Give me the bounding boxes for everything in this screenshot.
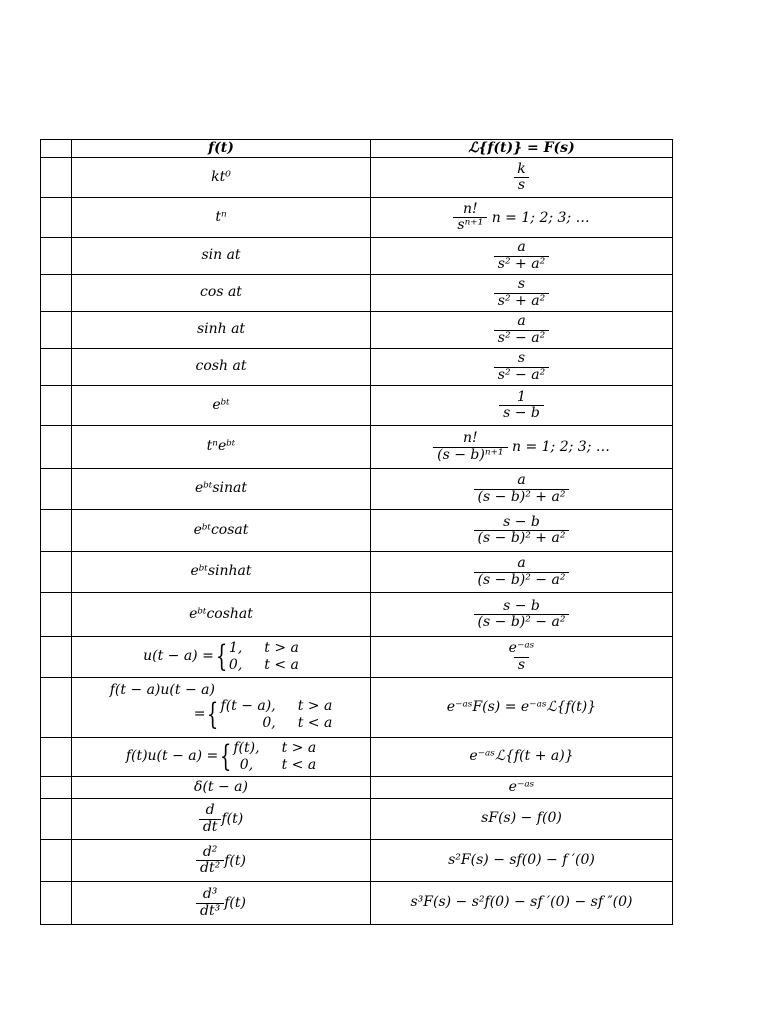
ft-cell: $\frac{\text{d²}}{\text{dt²}}$ f(t) xyxy=(72,840,371,882)
laplace-transform-table xyxy=(40,139,673,925)
table-row xyxy=(41,840,673,882)
laplace-cell: $\frac{n!}{\text{sⁿ⁺¹}}$ n = 1; 2; 3; … xyxy=(371,198,673,238)
ft-cell: f(t − a)u(t − a) = { f(t − a), t > a 0, t < a xyxy=(72,678,371,738)
brace: { xyxy=(220,739,232,774)
derivative-operator: $\frac{d}{dt}$ xyxy=(199,803,222,835)
ft-cell: cos at xyxy=(72,275,371,312)
ft-cell: eᵇᵗsinat xyxy=(72,469,371,510)
table-row xyxy=(41,158,673,198)
ft-cell xyxy=(72,637,371,678)
table-row xyxy=(41,593,673,637)
table-row xyxy=(41,799,673,840)
ft-cell: sinh at xyxy=(72,312,371,349)
laplace-cell: $\frac{a}{\text{s² + a²}}$ xyxy=(371,238,673,275)
laplace-cell: e⁻ᵃˢℒ{f(t + a)} xyxy=(371,738,673,777)
table-row xyxy=(41,738,673,777)
table-row xyxy=(41,386,673,426)
n-range: n = 1; 2; 3; … xyxy=(491,209,590,226)
ft-cell: tⁿeᵇᵗ xyxy=(72,426,371,469)
laplace-cell: $\frac{a}{\text{s² − a²}}$ xyxy=(371,312,673,349)
table-row xyxy=(41,198,673,238)
table-row xyxy=(41,552,673,593)
ft-cell xyxy=(72,738,371,777)
piecewise: f(t)u(t − a) = { f(t), t > a 0, t < a xyxy=(125,739,317,774)
table-row xyxy=(41,469,673,510)
brace: { xyxy=(215,639,228,674)
laplace-cell: sF(s) − f(0) xyxy=(371,799,673,840)
table-row xyxy=(41,426,673,469)
fraction: $\frac{k}{s}$ xyxy=(513,162,529,194)
laplace-cell: $\frac{\text{e⁻ᵃˢ}}{s}$ xyxy=(371,637,673,678)
table-row xyxy=(41,637,673,678)
laplace-cell: $\frac{s}{\text{s² − a²}}$ xyxy=(371,349,673,386)
laplace-cell: $\frac{a}{\text{(s − b)² − a²}}$ xyxy=(371,552,673,593)
ft-cell: $\frac{d}{dt}$ f(t) xyxy=(72,799,371,840)
ft-cell: δ(t − a) xyxy=(72,777,371,799)
ft-cell: eᵇᵗcoshat xyxy=(72,593,371,637)
laplace-cell: $\frac{s - b}{\text{(s − b)² − a²}}$ xyxy=(371,593,673,637)
brace: { xyxy=(207,697,219,733)
piecewise: = { f(t − a), t > a 0, t < a xyxy=(193,697,333,733)
ft-cell: eᵇᵗ xyxy=(72,386,371,426)
ft-cell: kt⁰ xyxy=(72,158,371,198)
laplace-cell: e⁻ᵃˢ xyxy=(371,777,673,799)
header-laplace: ℒ{f(t)} = F(s) xyxy=(371,140,673,158)
laplace-cell: $\frac{a}{\text{(s − b)² + a²}}$ xyxy=(371,469,673,510)
table-row xyxy=(41,882,673,925)
laplace-cell: $\frac{n!}{\text{(s − b)ⁿ⁺¹}}$ n = 1; 2; 3; … xyxy=(371,426,673,469)
ft-cell: sin at xyxy=(72,238,371,275)
ft-cell: $\frac{\text{d³}}{\text{dt³}}$ f(t) xyxy=(72,882,371,925)
laplace-cell: s²F(s) − sf(0) − f ′(0) xyxy=(371,840,673,882)
table-row xyxy=(41,349,673,386)
laplace-cell: e⁻ᵃˢF(s) = e⁻ᵃˢℒ{f(t)} xyxy=(371,678,673,738)
index-cell xyxy=(41,140,72,158)
derivative-operator: $\frac{\text{d³}}{\text{dt³}}$ xyxy=(196,887,224,919)
ft-cell: eᵇᵗsinhat xyxy=(72,552,371,593)
table-row xyxy=(41,275,673,312)
header-ft: f(t) xyxy=(72,140,371,158)
table-row xyxy=(41,510,673,552)
ft-cell: cosh at xyxy=(72,349,371,386)
laplace-cell: $\frac{s}{\text{s² + a²}}$ xyxy=(371,275,673,312)
table-row xyxy=(41,678,673,738)
laplace-cell: $\frac{s - b}{\text{(s − b)² + a²}}$ xyxy=(371,510,673,552)
laplace-cell: $\frac{1}{s - b}$ xyxy=(371,386,673,426)
table-row xyxy=(41,777,673,799)
laplace-cell xyxy=(371,158,673,198)
laplace-cell: s³F(s) − s²f(0) − sf ′(0) − sf ″(0) xyxy=(371,882,673,925)
ft-cell: tⁿ xyxy=(72,198,371,238)
table-header-row xyxy=(41,140,673,158)
n-range: n = 1; 2; 3; … xyxy=(511,439,610,455)
derivative-operator: $\frac{\text{d²}}{\text{dt²}}$ xyxy=(196,845,224,877)
piecewise: u(t − a) = { 1, t > a 0, t < a xyxy=(143,639,299,674)
table-row xyxy=(41,312,673,349)
table-row xyxy=(41,238,673,275)
ft-cell: eᵇᵗcosat xyxy=(72,510,371,552)
